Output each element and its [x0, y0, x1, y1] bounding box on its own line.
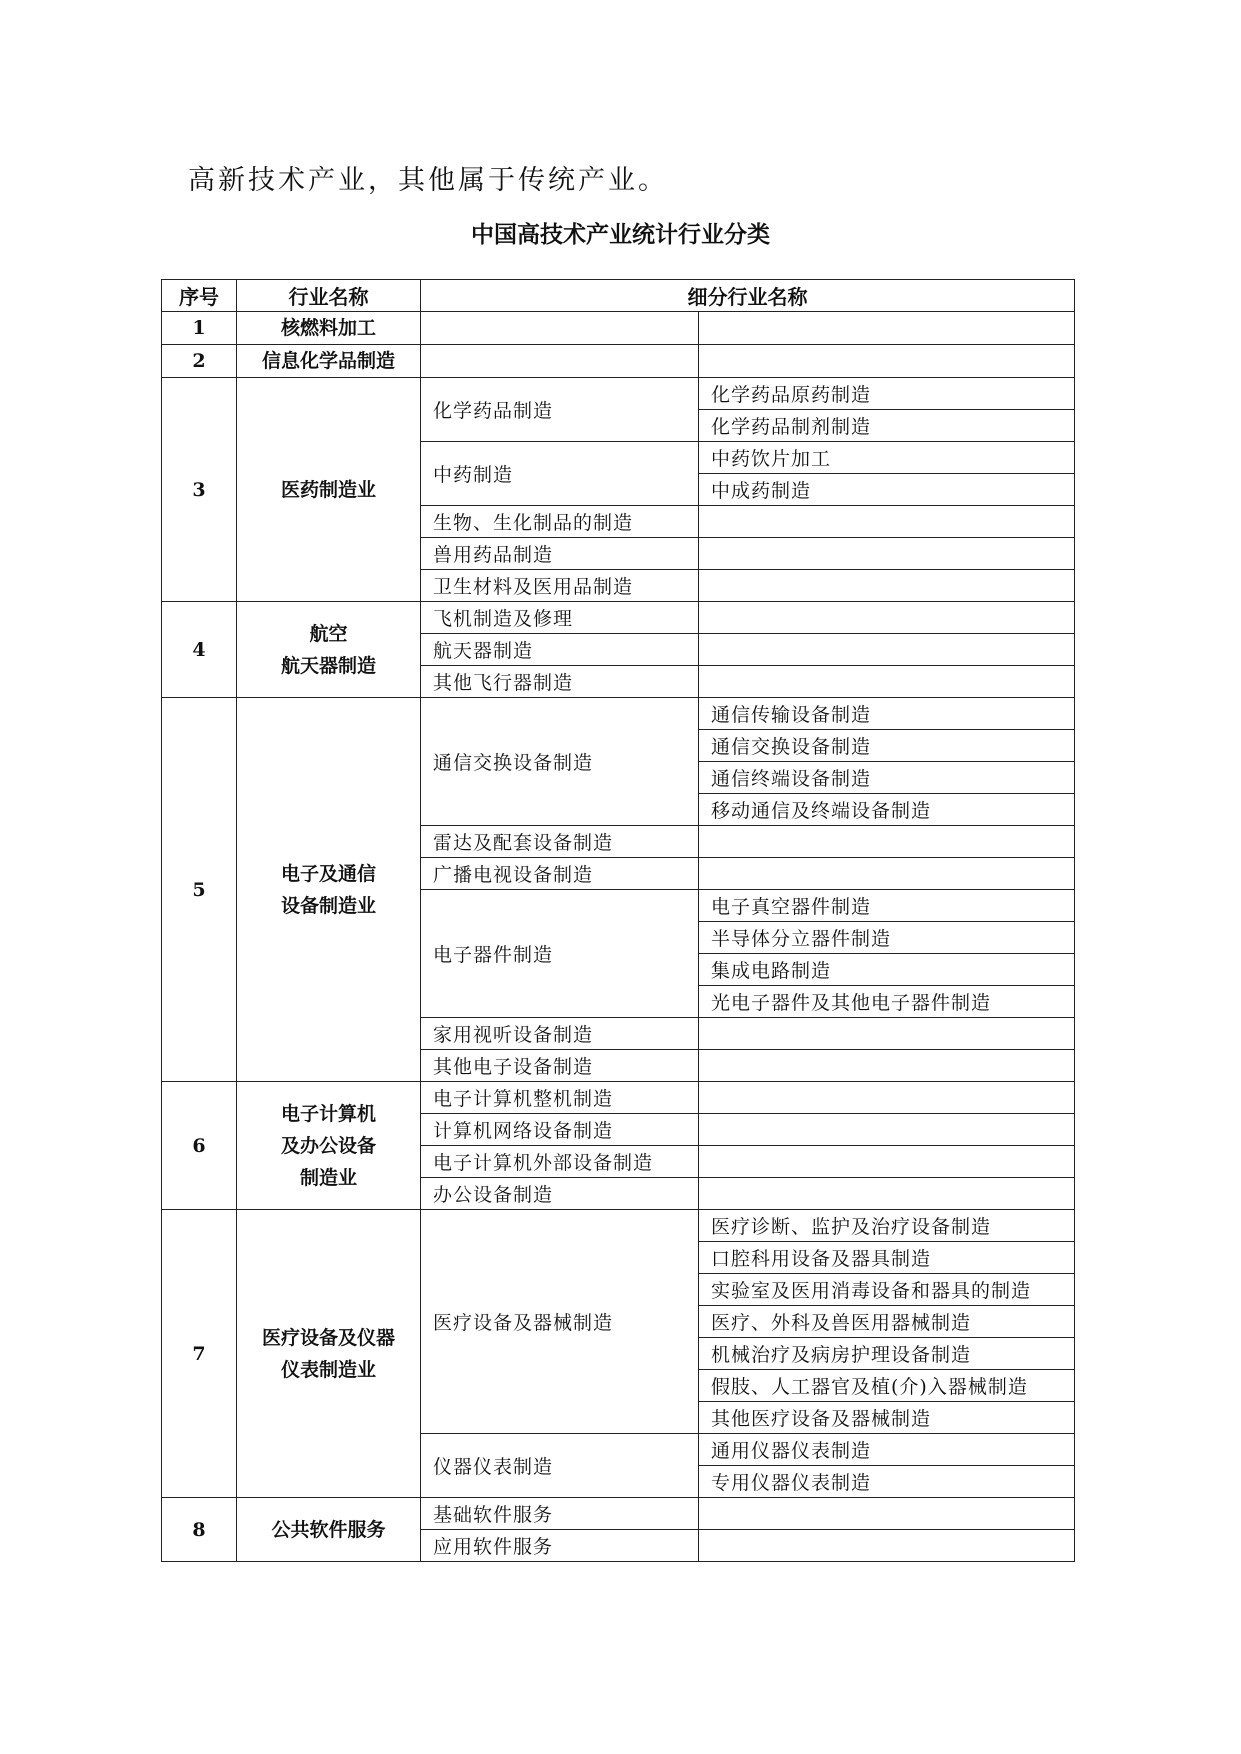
detail-industry-name	[699, 1114, 1075, 1146]
detail-industry-name: 通信交换设备制造	[699, 730, 1075, 762]
sub-industry-name	[421, 312, 699, 345]
industry-name-line: 航天器制造	[280, 654, 376, 677]
detail-industry-name	[699, 1178, 1075, 1210]
industry-name	[237, 312, 421, 345]
industry-name-line: 电子及通信	[280, 862, 376, 885]
detail-industry-name: 机械治疗及病房护理设备制造	[699, 1338, 1075, 1370]
detail-industry-name: 化学药品原药制造	[699, 378, 1075, 410]
sub-industry-name: 广播电视设备制造	[421, 858, 699, 890]
industry-name-line: 医疗设备及仪器	[261, 1326, 395, 1349]
detail-industry-name: 其他医疗设备及器械制造	[699, 1402, 1075, 1434]
sub-industry-name	[421, 345, 699, 378]
sub-industry-name: 其他飞行器制造	[421, 666, 699, 698]
industry-name-line: 公共软件服务	[271, 1518, 386, 1541]
sub-industry-name: 通信交换设备制造	[421, 698, 699, 826]
table-row	[162, 1498, 1075, 1530]
industry-name-line: 仪表制造业	[280, 1358, 376, 1381]
header-detail: 细分行业名称	[421, 280, 1075, 312]
table-row	[162, 378, 1075, 410]
detail-industry-name: 假肢、人工器官及植(介)入器械制造	[699, 1370, 1075, 1402]
row-number: 4	[162, 602, 237, 698]
sub-industry-name: 飞机制造及修理	[421, 602, 699, 634]
table-row	[162, 1082, 1075, 1114]
sub-industry-name: 办公设备制造	[421, 1178, 699, 1210]
table-row	[162, 312, 1075, 345]
table-title: 中国高技术产业统计行业分类	[471, 222, 770, 248]
sub-industry-name: 生物、生化制品的制造	[421, 506, 699, 538]
sub-industry-name: 雷达及配套设备制造	[421, 826, 699, 858]
detail-industry-name	[699, 1530, 1075, 1562]
detail-industry-name	[699, 1082, 1075, 1114]
industry-name	[237, 1082, 421, 1210]
detail-industry-name: 半导体分立器件制造	[699, 922, 1075, 954]
row-number: 6	[162, 1082, 237, 1210]
industry-name	[237, 602, 421, 698]
table-row	[162, 345, 1075, 378]
row-number: 5	[162, 698, 237, 1082]
detail-industry-name	[699, 1018, 1075, 1050]
detail-industry-name: 电子真空器件制造	[699, 890, 1075, 922]
industry-name-line: 及办公设备	[280, 1134, 376, 1157]
table-body	[162, 312, 1075, 1562]
sub-industry-name: 应用软件服务	[421, 1530, 699, 1562]
industry-name-line: 制造业	[299, 1166, 357, 1189]
detail-industry-name	[699, 570, 1075, 602]
sub-industry-name: 医疗设备及器械制造	[421, 1210, 699, 1434]
row-number: 3	[162, 378, 237, 602]
detail-industry-name: 通信终端设备制造	[699, 762, 1075, 794]
detail-industry-name: 医疗、外科及兽医用器械制造	[699, 1306, 1075, 1338]
industry-name-line: 设备制造业	[280, 894, 376, 917]
detail-industry-name	[699, 858, 1075, 890]
detail-industry-name: 化学药品制剂制造	[699, 410, 1075, 442]
sub-industry-name: 其他电子设备制造	[421, 1050, 699, 1082]
sub-industry-name: 电子计算机外部设备制造	[421, 1146, 699, 1178]
detail-industry-name	[699, 1498, 1075, 1530]
table-row	[162, 602, 1075, 634]
table-row	[162, 1210, 1075, 1242]
detail-industry-name: 通信传输设备制造	[699, 698, 1075, 730]
detail-industry-name: 专用仪器仪表制造	[699, 1466, 1075, 1498]
industry-classification-table	[161, 279, 1075, 1562]
sub-industry-name: 计算机网络设备制造	[421, 1114, 699, 1146]
detail-industry-name: 中成药制造	[699, 474, 1075, 506]
industry-name-line: 信息化学品制造	[261, 350, 395, 372]
industry-name-line: 核燃料加工	[280, 317, 376, 339]
header-no: 序号	[162, 280, 237, 312]
detail-industry-name: 通用仪器仪表制造	[699, 1434, 1075, 1466]
detail-industry-name: 移动通信及终端设备制造	[699, 794, 1075, 826]
industry-name	[237, 698, 421, 1082]
detail-industry-name: 集成电路制造	[699, 954, 1075, 986]
industry-name	[237, 1210, 421, 1498]
detail-industry-name	[699, 345, 1075, 378]
detail-industry-name	[699, 312, 1075, 345]
sub-industry-name: 电子器件制造	[421, 890, 699, 1018]
detail-industry-name	[699, 1050, 1075, 1082]
detail-industry-name	[699, 602, 1075, 634]
detail-industry-name	[699, 506, 1075, 538]
sub-industry-name: 家用视听设备制造	[421, 1018, 699, 1050]
industry-name-line: 电子计算机	[280, 1102, 376, 1125]
sub-industry-name: 基础软件服务	[421, 1498, 699, 1530]
sub-industry-name: 中药制造	[421, 442, 699, 506]
industry-name	[237, 378, 421, 602]
industry-name	[237, 1498, 421, 1562]
detail-industry-name: 实验室及医用消毒设备和器具的制造	[699, 1274, 1075, 1306]
industry-name	[237, 345, 421, 378]
sub-industry-name: 电子计算机整机制造	[421, 1082, 699, 1114]
sub-industry-name: 仪器仪表制造	[421, 1434, 699, 1498]
intro-text: 高新技术产业，其他属于传统产业。	[188, 165, 668, 196]
sub-industry-name: 兽用药品制造	[421, 538, 699, 570]
detail-industry-name	[699, 538, 1075, 570]
detail-industry-name	[699, 666, 1075, 698]
industry-name-line: 航空	[309, 622, 348, 645]
sub-industry-name: 航天器制造	[421, 634, 699, 666]
detail-industry-name: 口腔科用设备及器具制造	[699, 1242, 1075, 1274]
sub-industry-name: 卫生材料及医用品制造	[421, 570, 699, 602]
detail-industry-name	[699, 826, 1075, 858]
detail-industry-name: 光电子器件及其他电子器件制造	[699, 986, 1075, 1018]
header-industry: 行业名称	[237, 280, 421, 312]
row-number: 7	[162, 1210, 237, 1498]
row-number: 1	[162, 312, 237, 345]
row-number: 8	[162, 1498, 237, 1562]
sub-industry-name: 化学药品制造	[421, 378, 699, 442]
detail-industry-name	[699, 1146, 1075, 1178]
detail-industry-name: 医疗诊断、监护及治疗设备制造	[699, 1210, 1075, 1242]
detail-industry-name	[699, 634, 1075, 666]
industry-name-line: 医药制造业	[280, 478, 376, 501]
detail-industry-name: 中药饮片加工	[699, 442, 1075, 474]
table-row	[162, 698, 1075, 730]
table-header-row	[162, 280, 1075, 312]
row-number: 2	[162, 345, 237, 378]
